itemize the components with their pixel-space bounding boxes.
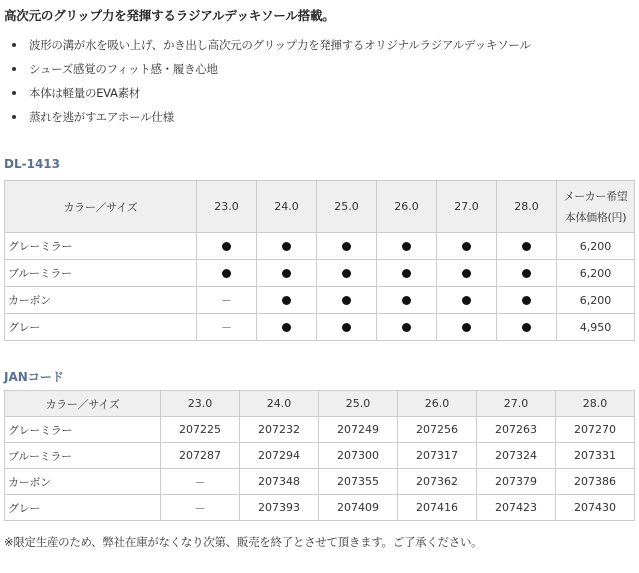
available-dot-icon: [282, 242, 291, 251]
jan-code-cell: 207430: [556, 495, 635, 521]
jan-code-cell: 207225: [161, 417, 240, 443]
jan-title: JANコード: [4, 370, 64, 384]
feature-list: [0, 33, 531, 129]
available-cell: [497, 260, 557, 287]
jan-code-cell: 207263: [477, 417, 556, 443]
jan-code-cell: 207300: [319, 443, 398, 469]
available-dot-icon: [402, 269, 411, 278]
table-row: [5, 443, 635, 469]
available-dot-icon: [522, 242, 531, 251]
row-color-name: ブルーミラー: [5, 443, 161, 469]
available-cell: [377, 287, 437, 314]
available-dot-icon: [462, 269, 471, 278]
available-dot-icon: [402, 242, 411, 251]
feature-text: シューズ感覚のフィット感・履き心地: [29, 62, 218, 76]
available-cell: [437, 233, 497, 260]
product-headline: 高次元のグリップ力を発揮するラジアルデッキソール搭載。: [4, 8, 335, 23]
available-dot-icon: [342, 269, 351, 278]
available-dot-icon: [522, 323, 531, 332]
available-cell: [437, 260, 497, 287]
row-color-name: グレーミラー: [5, 417, 161, 443]
table-row: [5, 469, 635, 495]
size-availability-table: [4, 180, 635, 341]
available-cell: [257, 260, 317, 287]
available-dot-icon: [342, 296, 351, 305]
row-color-name: カーボン: [5, 287, 197, 314]
header-color-size: カラー／サイズ: [5, 181, 197, 233]
available-dot-icon: [462, 323, 471, 332]
available-cell: [437, 287, 497, 314]
row-color-name: グレー: [5, 495, 161, 521]
availability-rows: [5, 233, 635, 341]
header-size: 28.0: [497, 181, 557, 233]
jan-code-cell: 207270: [556, 417, 635, 443]
available-cell: [257, 314, 317, 341]
available-cell: [317, 260, 377, 287]
table-row: [5, 417, 635, 443]
available-dot-icon: [282, 296, 291, 305]
row-price: 6,200: [557, 260, 635, 287]
header-size: 25.0: [319, 391, 398, 417]
table-header-row: [5, 391, 635, 417]
jan-code-cell: 207386: [556, 469, 635, 495]
available-dot-icon: [342, 323, 351, 332]
jan-code-cell: 207331: [556, 443, 635, 469]
header-color-size: カラー／サイズ: [5, 391, 161, 417]
jan-code-cell: 207294: [240, 443, 319, 469]
available-cell: [377, 314, 437, 341]
jan-code-cell: 207355: [319, 469, 398, 495]
available-dot-icon: [522, 296, 531, 305]
table-row: [5, 314, 635, 341]
header-size: 23.0: [161, 391, 240, 417]
table-row: [5, 495, 635, 521]
unavailable-cell: －: [197, 287, 257, 314]
row-price: 4,950: [557, 314, 635, 341]
table-header-row: [5, 181, 635, 233]
footnote: ※限定生産のため、弊社在庫がなくなり次第、販売を終了とさせて頂きます。ご了承ください。: [4, 535, 483, 549]
available-cell: [377, 260, 437, 287]
row-price: 6,200: [557, 233, 635, 260]
available-cell: [257, 287, 317, 314]
bullet-icon: [12, 43, 16, 47]
bullet-icon: [12, 67, 16, 71]
available-dot-icon: [402, 296, 411, 305]
jan-code-cell: 207393: [240, 495, 319, 521]
jan-code-cell: 207256: [398, 417, 477, 443]
available-cell: [497, 233, 557, 260]
jan-code-cell: 207379: [477, 469, 556, 495]
available-dot-icon: [222, 242, 231, 251]
jan-code-cell: －: [161, 495, 240, 521]
row-price: 6,200: [557, 287, 635, 314]
table-row: [5, 233, 635, 260]
available-dot-icon: [402, 323, 411, 332]
available-cell: [257, 233, 317, 260]
header-size: 27.0: [477, 391, 556, 417]
unavailable-cell: －: [197, 314, 257, 341]
jan-code-cell: 207416: [398, 495, 477, 521]
feature-item: [0, 33, 531, 57]
feature-text: 波形の溝が水を吸い上げ、かき出し高次元のグリップ力を発揮するオリジナルラジアルデッキソール: [29, 38, 531, 52]
available-dot-icon: [522, 269, 531, 278]
jan-code-cell: 207348: [240, 469, 319, 495]
row-color-name: グレー: [5, 314, 197, 341]
row-color-name: カーボン: [5, 469, 161, 495]
jan-rows: [5, 417, 635, 521]
jan-code-cell: 207324: [477, 443, 556, 469]
feature-item: [0, 57, 531, 81]
feature-item: [0, 105, 531, 129]
feature-text: 本体は軽量のEVA素材: [29, 86, 140, 100]
available-dot-icon: [462, 242, 471, 251]
available-dot-icon: [282, 323, 291, 332]
jan-code-table: [4, 390, 635, 521]
available-cell: [317, 287, 377, 314]
table-row: [5, 287, 635, 314]
bullet-icon: [12, 91, 16, 95]
jan-code-cell: 207317: [398, 443, 477, 469]
available-cell: [317, 233, 377, 260]
header-size: 25.0: [317, 181, 377, 233]
available-dot-icon: [342, 242, 351, 251]
available-dot-icon: [222, 269, 231, 278]
header-size: 28.0: [556, 391, 635, 417]
header-size: 26.0: [377, 181, 437, 233]
feature-text: 蒸れを逃がすエアホール仕様: [29, 110, 174, 124]
available-cell: [497, 287, 557, 314]
available-dot-icon: [282, 269, 291, 278]
jan-code-cell: 207249: [319, 417, 398, 443]
available-cell: [437, 314, 497, 341]
price-header-line2: 本体価格(円): [564, 210, 627, 224]
jan-code-cell: 207423: [477, 495, 556, 521]
available-cell: [377, 233, 437, 260]
jan-code-cell: 207362: [398, 469, 477, 495]
header-size: 26.0: [398, 391, 477, 417]
available-cell: [497, 314, 557, 341]
available-cell: [197, 260, 257, 287]
feature-item: [0, 81, 531, 105]
header-size: 24.0: [240, 391, 319, 417]
header-size: 24.0: [257, 181, 317, 233]
header-size: 27.0: [437, 181, 497, 233]
jan-code-cell: －: [161, 469, 240, 495]
available-cell: [317, 314, 377, 341]
jan-code-cell: 207287: [161, 443, 240, 469]
header-size: 23.0: [197, 181, 257, 233]
row-color-name: ブルーミラー: [5, 260, 197, 287]
table-row: [5, 260, 635, 287]
jan-code-cell: 207409: [319, 495, 398, 521]
price-header-line1: メーカー希望: [563, 189, 628, 203]
available-cell: [197, 233, 257, 260]
row-color-name: グレーミラー: [5, 233, 197, 260]
available-dot-icon: [462, 296, 471, 305]
bullet-icon: [12, 115, 16, 119]
model-title: DL-1413: [4, 157, 60, 171]
jan-code-cell: 207232: [240, 417, 319, 443]
header-price: [557, 181, 635, 233]
